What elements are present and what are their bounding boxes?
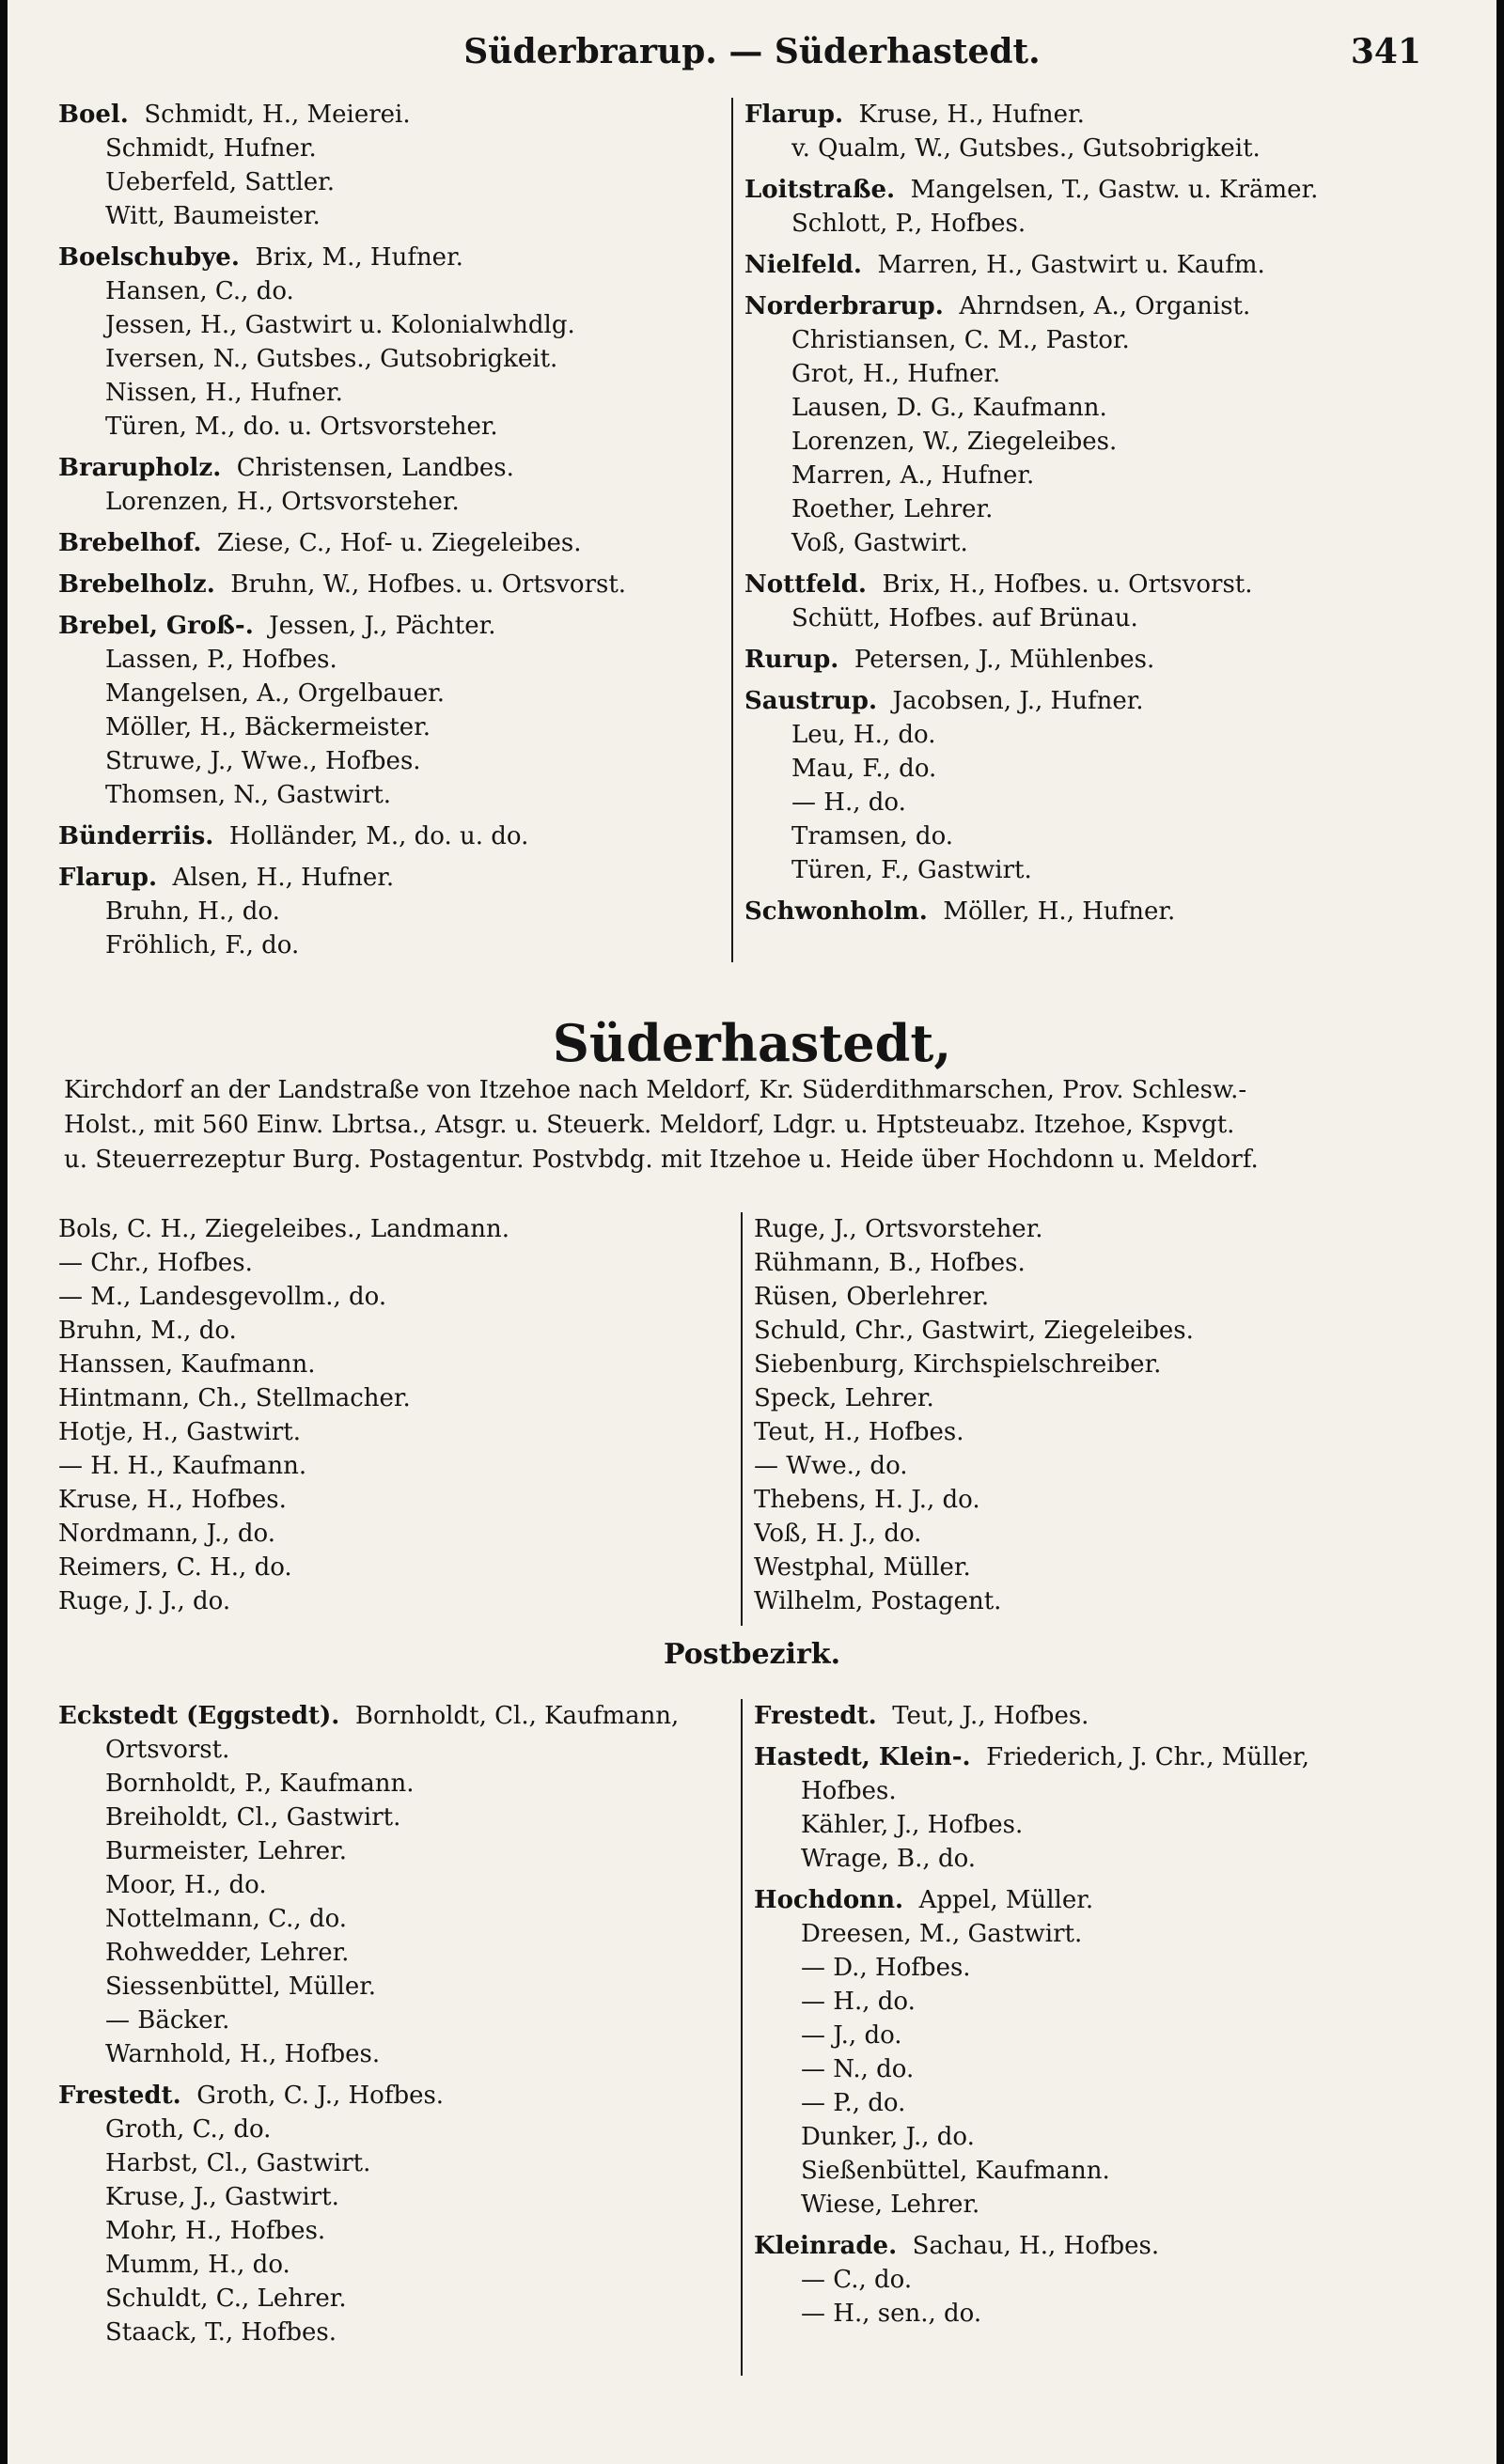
person-entry: [754, 2154, 1440, 2188]
resident-entry: Ruge, J. J., do.: [58, 1587, 231, 1615]
person-entry: [744, 601, 1440, 635]
column-divider: [731, 98, 733, 962]
entry-text: — H., sen., do.: [801, 2300, 982, 2328]
place-name: Brebel, Groß-.: [58, 612, 254, 640]
place-entry: [58, 861, 716, 895]
entry-text: Petersen, J., Mühlenbes.: [854, 646, 1155, 674]
person-entry: [58, 2004, 735, 2037]
resident-entry: Rüsen, Oberlehrer.: [754, 1283, 990, 1311]
entry-text: — Bäcker.: [105, 2006, 230, 2035]
place-name: Bünderriis.: [58, 822, 214, 850]
entry-text: Witt, Baumeister.: [105, 202, 321, 230]
resident-entry: Hanssen, Kaufmann.: [58, 1350, 316, 1379]
entry-text: Warnhold, H., Hofbes.: [105, 2040, 381, 2068]
entry-text: Schmidt, H., Meierei.: [144, 101, 411, 129]
person-entry: [58, 1733, 735, 1767]
entry-text: Appel, Müller.: [918, 1886, 1094, 1914]
entry-text: Wrage, B., do.: [801, 1845, 977, 1873]
place-name: Hastedt, Klein-.: [754, 1743, 971, 1771]
resident-entry: — H. H., Kaufmann.: [58, 1452, 307, 1480]
resident-entry: Reimers, C. H., do.: [58, 1553, 292, 1582]
person-entry: [754, 2120, 1440, 2154]
person-entry: [754, 1808, 1440, 1842]
place-entry: [754, 1699, 1440, 1733]
entry-text: Schmidt, Hufner.: [105, 134, 317, 163]
place-entry: [754, 1883, 1440, 1917]
entry-text: Grot, H., Hufner.: [791, 360, 1001, 388]
person-entry: [58, 677, 716, 710]
person-entry: [754, 2019, 1440, 2052]
entry-text: Alsen, H., Hufner.: [172, 864, 395, 892]
place-entry: [58, 451, 716, 485]
entry-text: Marren, A., Hufner.: [791, 461, 1035, 490]
running-title: Süderbrarup. — Süderhastedt.: [463, 32, 1041, 71]
place-entry: [58, 568, 716, 601]
place-entry: [744, 895, 1440, 928]
place-entry: [754, 2229, 1440, 2263]
place-entry: [58, 526, 716, 560]
resident-entry: Voß, H. J., do.: [754, 1520, 922, 1548]
place-name: Nielfeld.: [744, 251, 862, 279]
entry-text: Tramsen, do.: [791, 822, 954, 850]
person-entry: [58, 165, 716, 199]
place-name: Brarupholz.: [58, 454, 222, 482]
resident-entry: Wilhelm, Postagent.: [754, 1587, 1002, 1615]
person-entry: [58, 376, 716, 410]
intro-line: Kirchdorf an der Landstraße von Itzehoe nach Meldorf, Kr. Süderdithmarschen, Prov. Schlesw.-: [64, 1076, 1247, 1104]
person-entry: [58, 1902, 735, 1936]
entry-text: Marren, H., Gastwirt u. Kaufm.: [877, 251, 1265, 279]
person-entry: [754, 1774, 1440, 1808]
entry-text: Mohr, H., Hofbes.: [105, 2217, 326, 2245]
entry-text: Iversen, N., Gutsbes., Gutsobrigkeit.: [105, 345, 558, 373]
place-name: Kleinrade.: [754, 2232, 898, 2260]
person-entry: [744, 819, 1440, 853]
entry-text: Ueberfeld, Sattler.: [105, 168, 336, 196]
place-name: Saustrup.: [744, 687, 878, 715]
person-entry: [744, 323, 1440, 357]
intro-line: u. Steuerrezeptur Burg. Postagentur. Postvbdg. mit Itzehoe u. Heide über Hochdonn u. Meldorf.: [64, 1146, 1259, 1174]
person-entry: [58, 895, 716, 928]
entry-text: Ahrndsen, A., Organist.: [959, 292, 1251, 320]
entry-text: Harbst, Cl., Gastwirt.: [105, 2149, 371, 2177]
place-entry: [744, 289, 1440, 323]
person-entry: [744, 718, 1440, 752]
place-entry: [58, 1699, 735, 1733]
entry-text: Türen, M., do. u. Ortsvorsteher.: [105, 413, 498, 441]
entry-text: Kruse, J., Gastwirt.: [105, 2183, 339, 2211]
entry-text: Burmeister, Lehrer.: [105, 1837, 347, 1865]
person-entry: [744, 492, 1440, 526]
person-entry: [58, 643, 716, 677]
person-entry: [744, 425, 1440, 459]
person-entry: [754, 2297, 1440, 2331]
person-entry: [58, 1936, 735, 1970]
entry-text: Nottelmann, C., do.: [105, 1905, 348, 1933]
place-name: Flarup.: [58, 864, 158, 892]
person-entry: [58, 410, 716, 444]
entry-text: Wiese, Lehrer.: [801, 2191, 980, 2219]
resident-entry: Hintmann, Ch., Stellmacher.: [58, 1384, 411, 1412]
place-entry: [744, 684, 1440, 718]
person-entry: [58, 2248, 735, 2282]
person-entry: [58, 342, 716, 376]
resident-entry: Ruge, J., Ortsvorsteher.: [754, 1215, 1043, 1243]
person-entry: [754, 2263, 1440, 2297]
entry-text: Rohwedder, Lehrer.: [105, 1939, 350, 1967]
person-entry: [744, 526, 1440, 560]
person-entry: [58, 199, 716, 233]
section3-left-column: [58, 1699, 735, 2349]
entry-text: — D., Hofbes.: [801, 1954, 971, 1982]
person-entry: [744, 459, 1440, 492]
place-name: Schwonholm.: [744, 897, 928, 926]
person-entry: [58, 1834, 735, 1868]
entry-text: Brix, H., Hofbes. u. Ortsvorst.: [882, 570, 1253, 599]
entry-text: — C., do.: [801, 2266, 913, 2294]
entry-text: Groth, C. J., Hofbes.: [196, 2082, 445, 2110]
place-entry: [744, 98, 1440, 132]
entry-text: Dreesen, M., Gastwirt.: [801, 1920, 1083, 1948]
entry-text: Jacobsen, J., Hufner.: [892, 687, 1144, 715]
running-head: [8, 32, 1496, 85]
entry-text: Bornholdt, P., Kaufmann.: [105, 1770, 415, 1798]
person-entry: [58, 2113, 735, 2146]
entry-text: — N., do.: [801, 2055, 915, 2083]
place-name: Boelschubye.: [58, 243, 240, 272]
postbezirk-heading: Postbezirk.: [663, 1638, 841, 1671]
person-entry: [754, 1917, 1440, 1951]
entry-text: Jessen, H., Gastwirt u. Kolonialwhdlg.: [105, 311, 575, 339]
place-entry: [744, 173, 1440, 207]
person-entry: [58, 2037, 735, 2071]
entry-text: Thomsen, N., Gastwirt.: [105, 781, 392, 809]
entry-text: Staack, T., Hofbes.: [105, 2318, 337, 2347]
entry-text: Lorenzen, W., Ziegeleibes.: [791, 428, 1118, 456]
entry-text: Holländer, M., do. u. do.: [228, 822, 529, 850]
entry-text: Ortsvorst.: [105, 1736, 230, 1764]
entry-text: Lassen, P., Hofbes.: [105, 646, 337, 674]
entry-text: Leu, H., do.: [791, 721, 936, 749]
entry-text: Breiholdt, Cl., Gastwirt.: [105, 1803, 401, 1832]
entry-text: Möller, H., Hufner.: [943, 897, 1176, 926]
person-entry: [58, 2316, 735, 2349]
resident-entry: Westphal, Müller.: [754, 1553, 971, 1582]
place-name: Hochdonn.: [754, 1886, 904, 1914]
section-intro: [64, 1073, 1427, 1177]
person-entry: [58, 2214, 735, 2248]
entry-text: Brix, M., Hufner.: [255, 243, 463, 272]
entry-text: Mumm, H., do.: [105, 2251, 290, 2279]
resident-entry: Hotje, H., Gastwirt.: [58, 1418, 301, 1446]
person-entry: [754, 2188, 1440, 2222]
person-entry: [58, 274, 716, 308]
entry-text: Schlott, P., Hofbes.: [791, 210, 1026, 238]
place-entry: [58, 2079, 735, 2113]
person-entry: [58, 2146, 735, 2180]
person-entry: [744, 132, 1440, 165]
entry-text: Hansen, C., do.: [105, 277, 294, 305]
entry-text: Mangelsen, A., Orgelbauer.: [105, 679, 445, 708]
place-entry: [58, 609, 716, 643]
person-entry: [754, 2052, 1440, 2086]
resident-entry: Thebens, H. J., do.: [754, 1486, 980, 1514]
entry-text: v. Qualm, W., Gutsbes., Gutsobrigkeit.: [791, 134, 1261, 163]
place-entry: [744, 248, 1440, 282]
entry-text: Mangelsen, T., Gastw. u. Krämer.: [910, 176, 1319, 204]
resident-entry: Speck, Lehrer.: [754, 1384, 934, 1412]
column-divider: [741, 1212, 743, 1626]
person-entry: [58, 308, 716, 342]
entry-text: Struwe, J., Wwe., Hofbes.: [105, 747, 421, 775]
entry-text: Lorenzen, H., Ortsvorsteher.: [105, 488, 460, 516]
person-entry: [744, 207, 1440, 241]
person-entry: [744, 391, 1440, 425]
person-entry: [58, 744, 716, 778]
person-entry: [744, 752, 1440, 786]
person-entry: [58, 778, 716, 812]
place-entry: [744, 568, 1440, 601]
entry-text: — P., do.: [801, 2089, 906, 2117]
place-name: Nottfeld.: [744, 570, 867, 599]
person-entry: [58, 1970, 735, 2004]
person-entry: [754, 1951, 1440, 1985]
entry-text: — H., do.: [801, 1988, 916, 2016]
entry-text: Sachau, H., Hofbes.: [912, 2232, 1160, 2260]
place-name: Rurup.: [744, 646, 839, 674]
entry-text: Voß, Gastwirt.: [791, 529, 968, 557]
entry-text: — H., do.: [791, 788, 906, 817]
person-entry: [754, 1842, 1440, 1876]
place-entry: [58, 819, 716, 853]
place-name: Loitstraße.: [744, 176, 896, 204]
entry-text: Sießenbüttel, Kaufmann.: [801, 2157, 1110, 2185]
entry-text: Schütt, Hofbes. auf Brünau.: [791, 604, 1138, 632]
person-entry: [58, 710, 716, 744]
person-entry: [744, 853, 1440, 887]
entry-text: Möller, H., Bäckermeister.: [105, 713, 431, 741]
resident-entry: Schuld, Chr., Gastwirt, Ziegeleibes.: [754, 1317, 1194, 1345]
resident-entry: Nordmann, J., do.: [58, 1520, 275, 1548]
page: [8, 0, 1496, 2464]
place-name: Norderbrarup.: [744, 292, 944, 320]
entry-text: Teut, J., Hofbes.: [892, 1702, 1089, 1730]
entry-text: Schuldt, C., Lehrer.: [105, 2285, 347, 2313]
entry-text: Friederich, J. Chr., Müller,: [986, 1743, 1310, 1771]
person-entry: [58, 2282, 735, 2316]
entry-text: Lausen, D. G., Kaufmann.: [791, 394, 1107, 422]
section1-left-column: [58, 98, 716, 962]
resident-entry: Rühmann, B., Hofbes.: [754, 1249, 1026, 1277]
section1-right-column: [744, 98, 1440, 928]
resident-entry: Kruse, H., Hofbes.: [58, 1486, 287, 1514]
entry-text: Moor, H., do.: [105, 1871, 267, 1899]
place-entry: [744, 643, 1440, 677]
person-entry: [58, 1868, 735, 1902]
person-entry: [754, 1985, 1440, 2019]
resident-entry: — M., Landesgevollm., do.: [58, 1283, 387, 1311]
entry-text: Kruse, H., Hufner.: [858, 101, 1085, 129]
resident-entry: — Chr., Hofbes.: [58, 1249, 253, 1277]
resident-entry: Bruhn, M., do.: [58, 1317, 237, 1345]
place-entry: [754, 1740, 1440, 1774]
resident-entry: Teut, H., Hofbes.: [754, 1418, 964, 1446]
entry-text: Bornholdt, Cl., Kaufmann,: [354, 1702, 680, 1730]
person-entry: [754, 2086, 1440, 2120]
person-entry: [58, 928, 716, 962]
page-number: 341: [1350, 32, 1421, 71]
entry-text: Hofbes.: [801, 1777, 897, 1805]
entry-text: Fröhlich, F., do.: [105, 931, 300, 959]
entry-text: Groth, C., do.: [105, 2115, 272, 2144]
person-entry: [58, 132, 716, 165]
person-entry: [744, 357, 1440, 391]
place-name: Flarup.: [744, 101, 844, 129]
entry-text: Mau, F., do.: [791, 755, 937, 783]
place-name: Boel.: [58, 101, 129, 129]
section2-left-column: [58, 1212, 735, 1618]
place-name: Frestedt.: [754, 1702, 877, 1730]
place-name: Eckstedt (Eggstedt).: [58, 1702, 340, 1730]
entry-text: Ziese, C., Hof- u. Ziegeleibes.: [216, 529, 582, 557]
place-name: Brebelholz.: [58, 570, 215, 599]
resident-entry: Bols, C. H., Ziegeleibes., Landmann.: [58, 1215, 509, 1243]
entry-text: Türen, F., Gastwirt.: [791, 856, 1032, 884]
resident-entry: Siebenburg, Kirchspielschreiber.: [754, 1350, 1162, 1379]
entry-text: Christensen, Landbes.: [236, 454, 514, 482]
entry-text: Kähler, J., Hofbes.: [801, 1811, 1024, 1839]
entry-text: Roether, Lehrer.: [791, 495, 994, 523]
entry-text: Jessen, J., Pächter.: [269, 612, 496, 640]
entry-text: Christiansen, C. M., Pastor.: [791, 326, 1130, 354]
place-entry: [58, 241, 716, 274]
resident-entry: — Wwe., do.: [754, 1452, 908, 1480]
section-heading: Süderhastedt,: [552, 1013, 952, 1073]
person-entry: [58, 1767, 735, 1801]
intro-line: Holst., mit 560 Einw. Lbrtsa., Atsgr. u. Steuerk. Meldorf, Ldgr. u. Hptsteuabz. Itzehoe, Kspvgt.: [64, 1111, 1235, 1139]
section3-right-column: [754, 1699, 1440, 2331]
column-divider: [741, 1699, 743, 2376]
place-name: Brebelhof.: [58, 529, 202, 557]
section2-right-column: [754, 1212, 1440, 1618]
place-entry: [58, 98, 716, 132]
person-entry: [58, 485, 716, 519]
entry-text: Nissen, H., Hufner.: [105, 379, 343, 407]
entry-text: Dunker, J., do.: [801, 2123, 975, 2151]
person-entry: [744, 786, 1440, 819]
entry-text: Bruhn, H., do.: [105, 897, 280, 926]
place-name: Frestedt.: [58, 2082, 181, 2110]
person-entry: [58, 2180, 735, 2214]
entry-text: Bruhn, W., Hofbes. u. Ortsvorst.: [230, 570, 627, 599]
entry-text: Siessenbüttel, Müller.: [105, 1973, 377, 2001]
person-entry: [58, 1801, 735, 1834]
entry-text: — J., do.: [801, 2021, 902, 2050]
